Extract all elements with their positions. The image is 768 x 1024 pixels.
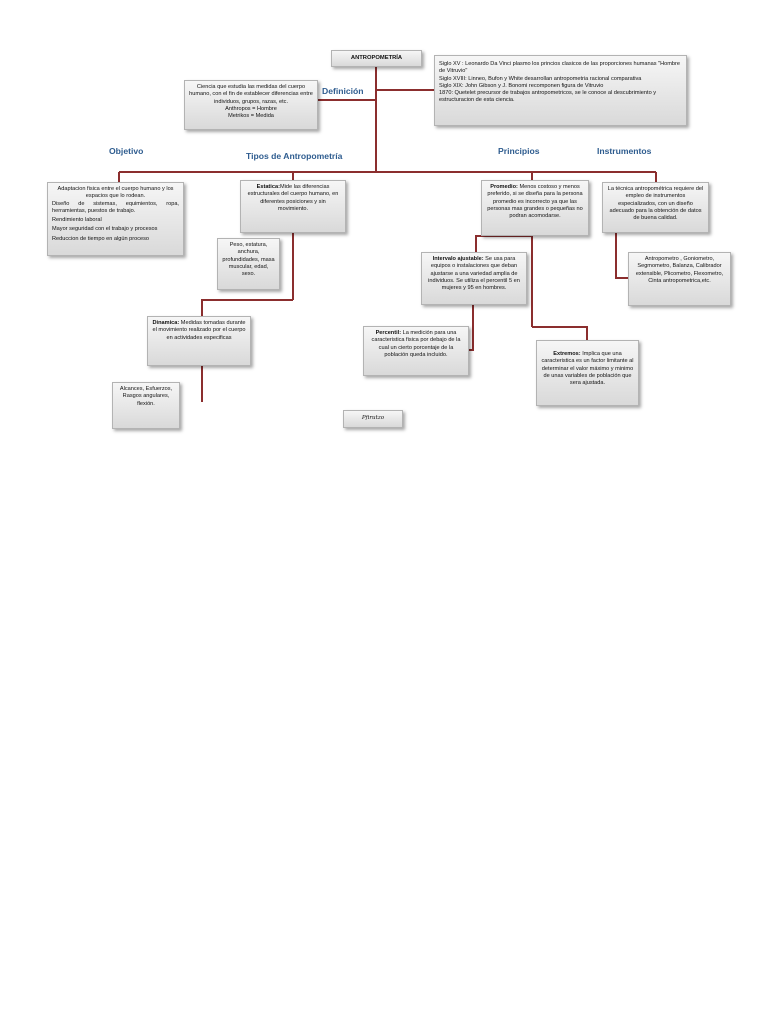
definicion-box bbox=[184, 80, 318, 130]
dinamica-box bbox=[147, 316, 251, 366]
intervalo-label: Intervalo ajustable: bbox=[432, 256, 484, 262]
percentil-text: La medición para una caracteristica fisica por debajo de la cual un cierto porcentaje de la población queda incluido. bbox=[371, 330, 461, 358]
instrumentos-text: La técnica antropométrica requiere del empleo de instrumentos especializados, con un diseño adecuado para la obtención de datos de buena calidad. bbox=[607, 186, 704, 222]
signature-text: Pfirutzo bbox=[361, 415, 385, 421]
dinamica-ejemplos-box bbox=[112, 382, 180, 429]
intervalo-box bbox=[421, 252, 527, 305]
objetivo-item: Reduccion de tiempo en algún proceso bbox=[52, 235, 150, 242]
intervalo-text: Se usa para equipos o instalaciones que deban ajustarse a una variedad amplia de individuos. Se utiliza el percentil 5 en mujeres y 95 en hombres. bbox=[428, 256, 520, 292]
objetivo-item: Rendimiento laboral bbox=[52, 217, 102, 224]
connector-intervalo bbox=[476, 236, 532, 252]
definicion-text: Ciencia que estudia las medidas del cuerpo humano, con el fin de establecer diferencias entre individuos, grupos, razas, etc. bbox=[189, 84, 313, 105]
heading-objetivo: Objetivo bbox=[109, 146, 144, 156]
heading-instrumentos: Instrumentos bbox=[597, 146, 652, 156]
dinamica-text: Medidas tomadas durante el movimiento realizado por el cuerpo en actividades especificas bbox=[152, 320, 246, 341]
title-text: ANTROPOMETRÍA bbox=[350, 54, 403, 61]
title-box bbox=[331, 50, 422, 67]
historia-item: 1870: Quetelet precursor de trabajos antropometricos, se le conoce al descubrimiento y estructuracion de esta ciencia. bbox=[439, 90, 657, 104]
estatica-ejemplos-box bbox=[217, 238, 280, 290]
estatica-label: Estatica: bbox=[256, 184, 280, 190]
instrumentos-lista-text: Antropometro , Goniometro, Segmometro, Balanza, Calibrador extensible, Plicometro, Flexometro, Cinta antropometrica,etc. bbox=[635, 256, 724, 284]
percentil-label: Percentil: bbox=[375, 330, 402, 336]
connector-instrumentos-lista bbox=[616, 233, 628, 278]
dinamica-ejemplos-text: Alcances, Esfuerzos, Rasgos angulares, flexión. bbox=[119, 386, 173, 407]
extremos-label: Extremos: bbox=[553, 351, 581, 357]
objetivo-box bbox=[47, 182, 184, 256]
signature-box bbox=[343, 410, 403, 428]
percentil-box bbox=[363, 326, 469, 376]
historia-box bbox=[434, 55, 687, 126]
heading-tipos: Tipos de Antropometría bbox=[246, 151, 343, 161]
historia-item: Siglo XV : Leonardo Da Vinci plasmo los princios clasicos de las proporciones humanas "Hombre de Vitruvio" bbox=[439, 61, 680, 75]
instrumentos-lista-box bbox=[628, 252, 731, 306]
definicion-anthropos: Anthropos = Hombre bbox=[225, 105, 277, 112]
extremos-box bbox=[536, 340, 639, 406]
historia-item: Siglo XVIII: Linneo, Bufon y White desarrollan antropometria racional comparativa bbox=[439, 75, 642, 82]
objetivo-item: Adaptacion fisica entre el cuerpo humano y los espacios que lo rodean. bbox=[57, 186, 174, 200]
promedio-text: Menos costoso y menos preferido, si se diseña para la persona promedio es incorrecto ya que las personas mas grandes o pequeñas no podran acomodarse. bbox=[487, 184, 583, 220]
connector-estatica-dinamica bbox=[202, 300, 293, 316]
promedio-box bbox=[481, 180, 589, 236]
promedio-label: Promedio: bbox=[490, 184, 518, 190]
estatica-text: Mide las diferencias estructurales del cuerpo humano, en diferentes posiciones y sin movimiento. bbox=[247, 184, 339, 212]
historia-item: Siglo XIX: John Gibson y J. Bonomi recomponen figura de Vitruvio bbox=[439, 82, 604, 89]
objetivo-item: Mayor seguridad con el trabajo y procesos bbox=[52, 226, 158, 233]
dinamica-label: Dinamica: bbox=[152, 320, 180, 326]
definicion-metrikos: Metrikos = Medida bbox=[228, 113, 274, 120]
objetivo-item: Diseño de sistemas, equimientos, ropa, herramientas, puestos de trabajo. bbox=[52, 200, 179, 214]
estatica-ejemplos-text: Peso, estatura, anchura, profundidades, masa muscular, edad, sexo. bbox=[222, 242, 275, 278]
extremos-text: Implica que una caracteristica es un factor limitante al determinar el valor máximo y minimo de unas variables de población que sera ajustada. bbox=[541, 351, 634, 387]
estatica-box bbox=[240, 180, 346, 233]
heading-principios: Principios bbox=[498, 146, 540, 156]
connector-extremos bbox=[532, 327, 587, 340]
instrumentos-box bbox=[602, 182, 709, 233]
heading-definicion: Definición bbox=[322, 86, 364, 96]
